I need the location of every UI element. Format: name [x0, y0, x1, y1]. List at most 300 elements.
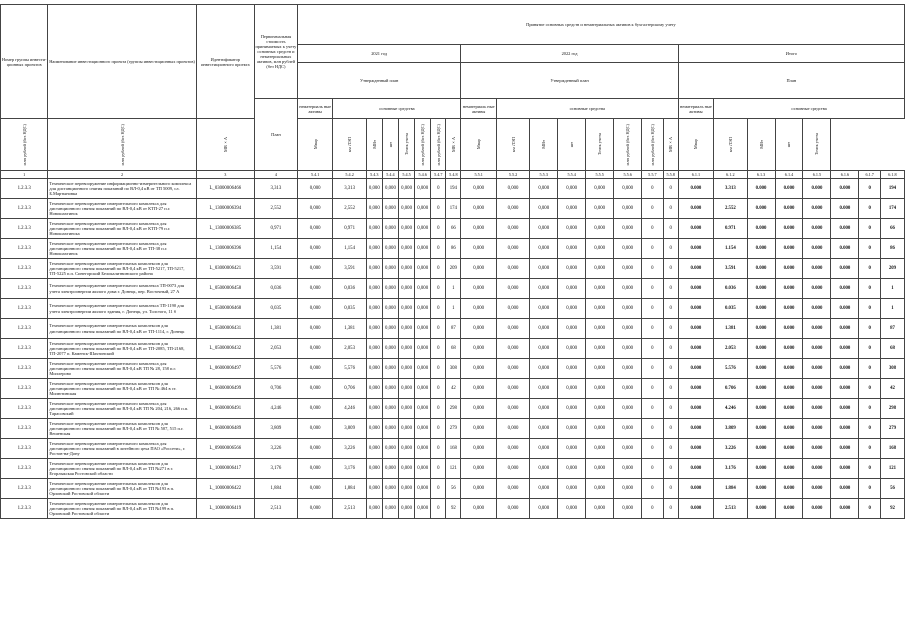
- cell-2021-fixed-value: 3,226: [333, 439, 366, 459]
- cell-2021-metric: 0,000: [415, 399, 431, 419]
- header-unit-label: Точек учета: [814, 133, 820, 156]
- cell-total-count: 0: [859, 219, 881, 239]
- cell-2022-value: 0,000: [558, 439, 586, 459]
- cell-2022-value: 0,000: [496, 279, 529, 299]
- table-row: [1, 379, 905, 399]
- row-plan-value: 0,035: [254, 299, 297, 319]
- cell-total-metric: 0.000: [747, 259, 775, 279]
- header-intangible: нематериаль ные активы: [678, 99, 714, 119]
- row-plan-value: 0,036: [254, 279, 297, 299]
- header-unit-label: Точек учета: [597, 133, 603, 156]
- cell-2021-count: 0: [431, 239, 446, 259]
- cell-2022-value: 0,000: [558, 259, 586, 279]
- header-unit-cell: [747, 119, 775, 171]
- cell-total-metric: 0.000: [831, 199, 859, 219]
- cell-2021-count: 0: [431, 319, 446, 339]
- row-id: L_10000006419: [196, 499, 254, 519]
- cell-2021-metric: 0,000: [415, 259, 431, 279]
- column-number: 5.5.4: [558, 171, 586, 179]
- cell-2021-intangible: 0,000: [297, 479, 333, 499]
- header-year-2022: 2022 год: [461, 45, 678, 63]
- row-plan-value: 2,513: [254, 499, 297, 519]
- cell-2022-value: 0,000: [461, 199, 497, 219]
- cell-2022-value: 0,000: [496, 339, 529, 359]
- cell-2021-points: 279: [446, 419, 461, 439]
- cell-2021-metric: 0,000: [399, 359, 415, 379]
- column-number: 2: [48, 171, 196, 179]
- cell-total-metric: 0.000: [803, 439, 831, 459]
- cell-total-metric: 0.000: [831, 299, 859, 319]
- table-row: [1, 279, 905, 299]
- cell-2021-points: 87: [446, 319, 461, 339]
- row-id: L_05000006431: [196, 319, 254, 339]
- cell-2022-value: 0,000: [461, 479, 497, 499]
- cell-total-fixed-value: 2.513: [714, 499, 747, 519]
- cell-2022-value: 0,000: [496, 499, 529, 519]
- header-approved-2021: Утвержденный план: [297, 63, 460, 99]
- cell-total-fixed-value: 2.552: [714, 199, 747, 219]
- cell-2022-points: 0: [663, 199, 678, 219]
- cell-2022-points: 0: [663, 379, 678, 399]
- cell-total-count: 0: [859, 499, 881, 519]
- cell-2022-points: 0: [663, 359, 678, 379]
- cell-total-fixed-value: 0.036: [714, 279, 747, 299]
- cell-2021-metric: 0,000: [366, 299, 382, 319]
- cell-2022-value: 0,000: [614, 299, 642, 319]
- cell-total-points: 87: [880, 319, 904, 339]
- header-intangible: нематериаль ные активы: [461, 99, 497, 119]
- cell-2022-value: 0,000: [614, 459, 642, 479]
- cell-total-metric: 0.000: [775, 279, 803, 299]
- cell-2021-fixed-value: 4,246: [333, 399, 366, 419]
- cell-2021-metric: 0,000: [382, 459, 398, 479]
- cell-total-points: 66: [880, 219, 904, 239]
- header-unit-label: МВт: [541, 140, 547, 149]
- cell-2022-value: 0,000: [496, 299, 529, 319]
- asset-acceptance-table: [0, 4, 905, 519]
- cell-2022-value: 0,000: [496, 419, 529, 439]
- column-number: 5.5.8: [663, 171, 678, 179]
- cell-2022-count: 0: [642, 279, 664, 299]
- cell-total-count: 0: [859, 179, 881, 199]
- header-unit-label: млн рублей (без НДС): [435, 123, 441, 166]
- report-sheet: [0, 4, 905, 519]
- cell-2022-count: 0: [642, 479, 664, 499]
- cell-2021-fixed-value: 3,809: [333, 419, 366, 439]
- cell-2021-metric: 0,000: [415, 199, 431, 219]
- row-group: 1.2.3.3: [1, 219, 48, 239]
- row-id: L_05000006468: [196, 299, 254, 319]
- cell-total-metric: 0.000: [747, 439, 775, 459]
- cell-total-points: 298: [880, 399, 904, 419]
- cell-2022-value: 0,000: [496, 379, 529, 399]
- cell-2021-intangible: 0,000: [297, 279, 333, 299]
- header-unit-cell: [803, 119, 831, 171]
- cell-2021-metric: 0,000: [399, 259, 415, 279]
- cell-2022-value: 0,000: [461, 279, 497, 299]
- row-name: Техническое перевооружение измерительного комплекса ТП-0073 для учета электроэнергии жилого дома г. Донецк, пер. Восточный, 27 А: [48, 279, 196, 299]
- header-unit-cell: [333, 119, 366, 171]
- row-group: 1.2.3.3: [1, 479, 48, 499]
- cell-total-metric: 0.000: [775, 499, 803, 519]
- column-number: 5.4.5: [399, 171, 415, 179]
- cell-2022-value: 0,000: [558, 359, 586, 379]
- cell-total-points: 279: [880, 419, 904, 439]
- cell-2021-intangible: 0,000: [297, 319, 333, 339]
- header-group: Номер группы инвести- ционных проектов: [1, 5, 48, 119]
- row-plan-value: 5,576: [254, 359, 297, 379]
- cell-2021-metric: 0,000: [415, 459, 431, 479]
- cell-2022-value: 0,000: [586, 359, 614, 379]
- cell-2021-intangible: 0,000: [297, 379, 333, 399]
- cell-2021-metric: 0,000: [399, 439, 415, 459]
- cell-total-metric: 0.000: [831, 399, 859, 419]
- cell-total-metric: 0.000: [803, 479, 831, 499]
- row-name: Техническое перевооружение измерительного комплекса для дистанционного снятия показаний по ВЛ-0,4 кВ ТП № 204, 216, 266 п.п. Тарасовский: [48, 399, 196, 419]
- cell-total-metric: 0.000: [747, 219, 775, 239]
- cell-total-metric: 0.000: [831, 459, 859, 479]
- cell-total-metric: 0.000: [747, 199, 775, 219]
- cell-2021-count: 0: [431, 199, 446, 219]
- cell-2022-value: 0,000: [586, 499, 614, 519]
- row-name: Техническое перевооружение измерительных комплексов для дистанционного снятия показаний по ВЛ-0,4 кВ от ТП № 507, 515 п.г. Вешенская: [48, 419, 196, 439]
- cell-2021-fixed-value: 2,513: [333, 499, 366, 519]
- column-number: 5.5.5: [586, 171, 614, 179]
- column-number: 5.4.3: [366, 171, 382, 179]
- cell-2021-metric: 0,000: [366, 379, 382, 399]
- cell-total-count: 0: [859, 239, 881, 259]
- cell-2022-value: 0,000: [614, 319, 642, 339]
- cell-2022-value: 0,000: [496, 239, 529, 259]
- cell-2021-points: 56: [446, 479, 461, 499]
- row-id: L_13000006394: [196, 199, 254, 219]
- cell-2022-points: 0: [663, 339, 678, 359]
- column-number: 6.1.1: [678, 171, 714, 179]
- cell-2021-metric: 0,000: [366, 199, 382, 219]
- cell-2021-metric: 0,000: [366, 239, 382, 259]
- cell-2021-count: 0: [431, 479, 446, 499]
- cell-2022-value: 0,000: [558, 239, 586, 259]
- cell-total-fixed-value: 3.226: [714, 439, 747, 459]
- cell-total-metric: 0.000: [747, 419, 775, 439]
- header-unit-label: МВ×А: [450, 136, 456, 152]
- row-id: L_03000006466: [196, 179, 254, 199]
- row-group: 1.2.3.3: [1, 359, 48, 379]
- cell-2021-metric: 0,000: [366, 399, 382, 419]
- cell-2021-metric: 0,000: [399, 179, 415, 199]
- cell-total-intangible: 0.000: [678, 459, 714, 479]
- row-id: L_10000006417: [196, 459, 254, 479]
- cell-2021-metric: 0,000: [415, 439, 431, 459]
- cell-total-metric: 0.000: [831, 339, 859, 359]
- cell-2022-count: 0: [642, 259, 664, 279]
- cell-2021-metric: 0,000: [382, 479, 398, 499]
- row-id: L_06000006497: [196, 359, 254, 379]
- cell-2021-intangible: 0,000: [297, 299, 333, 319]
- cell-2022-points: 0: [663, 299, 678, 319]
- cell-2022-value: 0,000: [461, 459, 497, 479]
- cell-2021-intangible: 0,000: [297, 219, 333, 239]
- cell-2022-count: 0: [642, 319, 664, 339]
- cell-2021-metric: 0,000: [399, 479, 415, 499]
- column-number: 4: [254, 171, 297, 179]
- cell-total-points: 92: [880, 499, 904, 519]
- cell-total-count: 0: [859, 339, 881, 359]
- cell-2021-count: 0: [431, 219, 446, 239]
- cell-total-points: 121: [880, 459, 904, 479]
- cell-total-intangible: 0.000: [678, 479, 714, 499]
- cell-total-metric: 0.000: [747, 459, 775, 479]
- cell-2022-points: 0: [663, 239, 678, 259]
- header-unit-cell: [642, 119, 664, 171]
- cell-2022-value: 0,000: [614, 479, 642, 499]
- header-unit-cell: [415, 119, 431, 171]
- cell-2022-value: 0,000: [530, 279, 558, 299]
- header-unit-label: Мвар: [312, 139, 318, 150]
- cell-total-count: 0: [859, 319, 881, 339]
- cell-total-fixed-value: 3.176: [714, 459, 747, 479]
- cell-2022-value: 0,000: [586, 339, 614, 359]
- cell-total-count: 0: [859, 419, 881, 439]
- cell-2021-metric: 0,000: [382, 219, 398, 239]
- cell-2021-fixed-value: 0,035: [333, 299, 366, 319]
- cell-2022-value: 0,000: [586, 479, 614, 499]
- table-row: [1, 459, 905, 479]
- header-plan-total: План: [678, 63, 904, 99]
- cell-total-intangible: 0.000: [678, 379, 714, 399]
- cell-total-count: 0: [859, 459, 881, 479]
- cell-total-metric: 0.000: [775, 459, 803, 479]
- cell-2022-value: 0,000: [461, 419, 497, 439]
- header-unit-cell: [446, 119, 461, 171]
- row-group: 1.2.3.3: [1, 299, 48, 319]
- cell-2022-value: 0,000: [558, 459, 586, 479]
- cell-2022-value: 0,000: [558, 319, 586, 339]
- cell-total-count: 0: [859, 479, 881, 499]
- cell-2021-metric: 0,000: [399, 499, 415, 519]
- column-number: 5.5.7: [642, 171, 664, 179]
- header-unit-label: МВт: [371, 140, 377, 149]
- cell-2021-intangible: 0,000: [297, 439, 333, 459]
- header-unit-cell: [663, 119, 678, 171]
- cell-2021-metric: 0,000: [382, 259, 398, 279]
- cell-2022-value: 0,000: [530, 379, 558, 399]
- cell-total-metric: 0.000: [831, 499, 859, 519]
- header-unit-cell: [48, 119, 196, 171]
- cell-2022-value: 0,000: [461, 339, 497, 359]
- header-id: Идентификатор инвестиционного проекта: [196, 5, 254, 119]
- cell-2021-metric: 0,000: [382, 339, 398, 359]
- cell-2021-points: 121: [446, 459, 461, 479]
- column-number: 5.5.3: [530, 171, 558, 179]
- cell-total-fixed-value: 1.381: [714, 319, 747, 339]
- cell-2022-value: 0,000: [586, 299, 614, 319]
- cell-2021-metric: 0,000: [382, 419, 398, 439]
- header-unit-cell: [1, 119, 48, 171]
- cell-2021-metric: 0,000: [399, 459, 415, 479]
- cell-2022-value: 0,000: [586, 459, 614, 479]
- cell-2021-metric: 0,000: [382, 239, 398, 259]
- header-unit-label: млн рублей (без НДС): [420, 123, 426, 166]
- cell-2022-value: 0,000: [530, 239, 558, 259]
- cell-2021-count: 0: [431, 259, 446, 279]
- cell-2022-value: 0,000: [614, 179, 642, 199]
- cell-2022-value: 0,000: [461, 259, 497, 279]
- column-number: 5.4.1: [297, 171, 333, 179]
- cell-2022-value: 0,000: [530, 359, 558, 379]
- cell-2022-points: 0: [663, 399, 678, 419]
- cell-2021-intangible: 0,000: [297, 179, 333, 199]
- column-number: 5.5.6: [614, 171, 642, 179]
- cell-2022-value: 0,000: [461, 499, 497, 519]
- cell-2022-value: 0,000: [586, 419, 614, 439]
- cell-2021-metric: 0,000: [382, 359, 398, 379]
- row-id: L_13000006396: [196, 239, 254, 259]
- cell-2022-value: 0,000: [530, 419, 558, 439]
- header-unit-label: МВ×А: [222, 136, 228, 152]
- cell-2022-value: 0,000: [614, 439, 642, 459]
- row-id: L_06000006489: [196, 419, 254, 439]
- cell-2022-count: 0: [642, 219, 664, 239]
- cell-2021-points: 1: [446, 299, 461, 319]
- cell-2022-value: 0,000: [496, 459, 529, 479]
- cell-2022-value: 0,000: [461, 299, 497, 319]
- row-id: L_03000006421: [196, 259, 254, 279]
- cell-total-metric: 0.000: [803, 219, 831, 239]
- cell-2022-value: 0,000: [614, 379, 642, 399]
- cell-total-metric: 0.000: [747, 339, 775, 359]
- cell-total-metric: 0.000: [775, 319, 803, 339]
- table-row: [1, 259, 905, 279]
- cell-2022-value: 0,000: [558, 339, 586, 359]
- header-unit-label: км ЛЭП: [727, 136, 733, 153]
- cell-2021-fixed-value: 1,884: [333, 479, 366, 499]
- cell-2021-metric: 0,000: [399, 319, 415, 339]
- cell-total-metric: 0.000: [831, 379, 859, 399]
- table-row: [1, 359, 905, 379]
- header-unit-cell: [366, 119, 382, 171]
- cell-total-points: 1: [880, 279, 904, 299]
- cell-total-metric: 0.000: [831, 319, 859, 339]
- cell-2022-points: 0: [663, 259, 678, 279]
- cell-2022-value: 0,000: [461, 239, 497, 259]
- cell-2022-value: 0,000: [558, 499, 586, 519]
- row-group: 1.2.3.3: [1, 459, 48, 479]
- cell-total-metric: 0.000: [775, 259, 803, 279]
- cell-total-points: 174: [880, 199, 904, 219]
- cell-total-metric: 0.000: [803, 459, 831, 479]
- cell-2021-points: 174: [446, 199, 461, 219]
- row-plan-value: 1,154: [254, 239, 297, 259]
- table-row: [1, 479, 905, 499]
- cell-2021-metric: 0,000: [415, 219, 431, 239]
- cell-total-metric: 0.000: [747, 239, 775, 259]
- cell-2021-metric: 0,000: [399, 419, 415, 439]
- cell-2021-points: 42: [446, 379, 461, 399]
- header-intangible: нематериаль ные активы: [297, 99, 333, 119]
- row-name: Техническое перевооружение измерительного комплекса для дистанционного снятия показаний по ВЛ-0,4 кВ от ТП-38 п.г. Новошахтинск: [48, 239, 196, 259]
- header-unit-cell: [496, 119, 529, 171]
- column-number: 5.5.2: [496, 171, 529, 179]
- cell-2022-points: 0: [663, 479, 678, 499]
- cell-2022-value: 0,000: [496, 319, 529, 339]
- cell-total-metric: 0.000: [775, 339, 803, 359]
- cell-total-fixed-value: 1.884: [714, 479, 747, 499]
- cell-2022-value: 0,000: [496, 399, 529, 419]
- cell-total-metric: 0.000: [747, 359, 775, 379]
- row-id: L_13000006385: [196, 219, 254, 239]
- cell-total-metric: 0.000: [747, 399, 775, 419]
- column-number: 5.4.7: [431, 171, 446, 179]
- cell-total-metric: 0.000: [803, 199, 831, 219]
- cell-total-intangible: 0.000: [678, 499, 714, 519]
- cell-total-count: 0: [859, 299, 881, 319]
- cell-2021-count: 0: [431, 459, 446, 479]
- cell-2022-value: 0,000: [586, 279, 614, 299]
- cell-total-metric: 0.000: [775, 399, 803, 419]
- cell-total-metric: 0.000: [803, 419, 831, 439]
- table-row: [1, 499, 905, 519]
- row-name: Техническое перевооружение измерительных комплексов для дистанционного снятия показаний по ВЛ-0,4 кВ от ТП №271 в г. Егорлыкская Ростовской области: [48, 459, 196, 479]
- cell-2022-value: 0,000: [530, 499, 558, 519]
- row-group: 1.2.3.3: [1, 379, 48, 399]
- cell-total-fixed-value: 3.591: [714, 259, 747, 279]
- cell-2021-metric: 0,000: [382, 299, 398, 319]
- cell-2022-value: 0,000: [496, 179, 529, 199]
- cell-total-metric: 0.000: [775, 239, 803, 259]
- cell-total-metric: 0.000: [803, 259, 831, 279]
- row-plan-value: 0,706: [254, 379, 297, 399]
- header-unit-cell: [678, 119, 714, 171]
- cell-2022-value: 0,000: [558, 399, 586, 419]
- cell-total-points: 209: [880, 259, 904, 279]
- cell-total-fixed-value: 4.246: [714, 399, 747, 419]
- cell-2022-value: 0,000: [586, 179, 614, 199]
- cell-2022-points: 0: [663, 279, 678, 299]
- row-plan-value: 3,226: [254, 439, 297, 459]
- cell-total-count: 0: [859, 439, 881, 459]
- cell-total-fixed-value: 0.706: [714, 379, 747, 399]
- cell-total-points: 68: [880, 339, 904, 359]
- cell-total-intangible: 0.000: [678, 259, 714, 279]
- cell-2021-metric: 0,000: [366, 479, 382, 499]
- row-name: Техническое перевооружение измерительных комплексов для дистанционного снятия показаний по ВЛ-0,4 кВ от ТП №199 в п. Орловский Ростовской области: [48, 499, 196, 519]
- cell-2021-metric: 0,000: [366, 439, 382, 459]
- header-unit-cell: [530, 119, 558, 171]
- cell-total-count: 0: [859, 199, 881, 219]
- row-id: L_05000006432: [196, 339, 254, 359]
- cell-2021-metric: 0,000: [399, 339, 415, 359]
- header-fixed-assets: основные средства: [714, 99, 905, 119]
- cell-2021-points: 86: [446, 239, 461, 259]
- cell-total-fixed-value: 2.053: [714, 339, 747, 359]
- cell-total-intangible: 0.000: [678, 239, 714, 259]
- header-unit-label: км ЛЭП: [510, 136, 516, 153]
- cell-total-metric: 0.000: [831, 359, 859, 379]
- row-id: L_06000006491: [196, 399, 254, 419]
- cell-total-intangible: 0.000: [678, 419, 714, 439]
- row-plan-value: 2,053: [254, 339, 297, 359]
- row-name: Техническое перевооружение измерительного комплекса для дистанционного снятия показаний по ВЛ-0,4 кВ от КТП-27 п.г. Новошахтинск: [48, 199, 196, 219]
- cell-2021-fixed-value: 3,591: [333, 259, 366, 279]
- cell-total-fixed-value: 3.809: [714, 419, 747, 439]
- cell-total-fixed-value: 1.154: [714, 239, 747, 259]
- cell-2022-value: 0,000: [461, 319, 497, 339]
- cell-2021-metric: 0,000: [366, 499, 382, 519]
- cell-2021-metric: 0,000: [366, 339, 382, 359]
- cell-2022-count: 0: [642, 379, 664, 399]
- table-row: [1, 439, 905, 459]
